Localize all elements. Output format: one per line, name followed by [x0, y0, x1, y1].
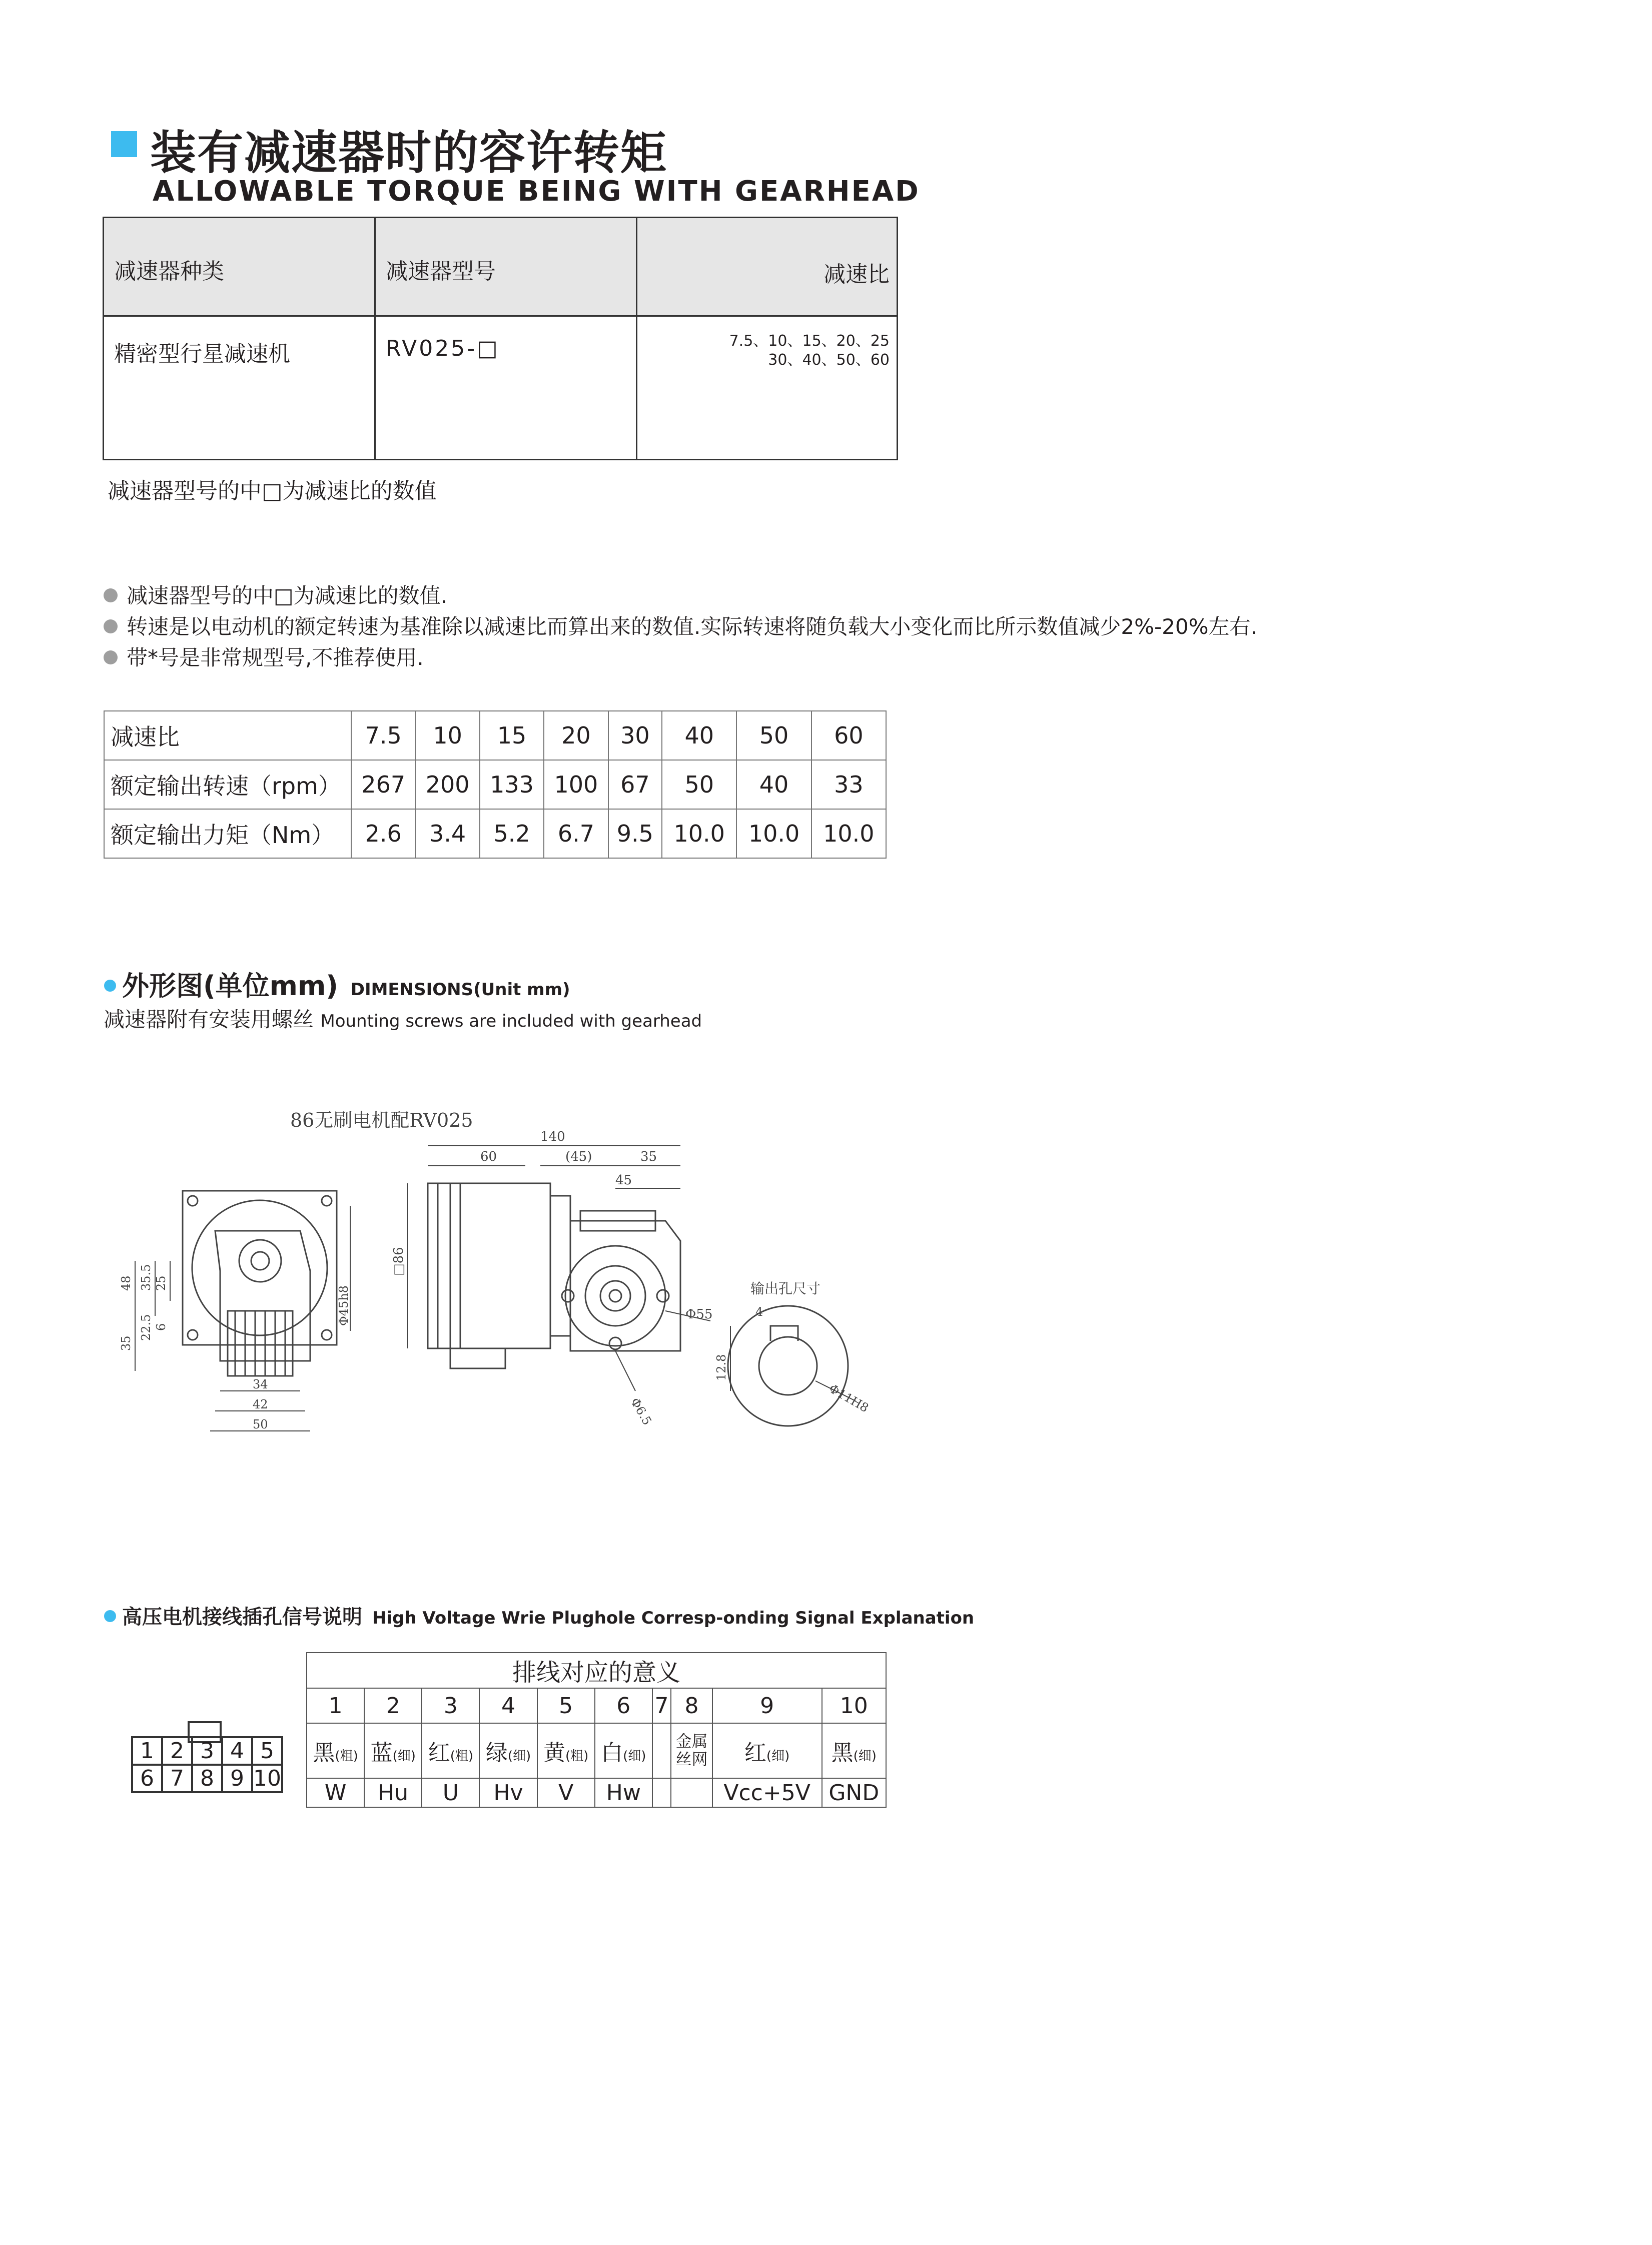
pin-number: 1 — [307, 1688, 364, 1723]
table-cell: 20 — [544, 711, 608, 760]
pin-number: 9 — [712, 1688, 822, 1723]
dim-label: 48 — [119, 1275, 133, 1291]
row-label: 额定输出转速（rpm） — [104, 760, 351, 809]
pin-cell: 1 — [132, 1737, 162, 1765]
pin-number: 5 — [537, 1688, 595, 1723]
motor-body — [428, 1183, 550, 1348]
dim-label: 42 — [253, 1397, 268, 1411]
pin-cell: 10 — [253, 1766, 281, 1791]
bullet-icon — [104, 1610, 116, 1622]
dimensions-subtitle: 减速器附有安装用螺丝 Mounting screws are included with gearhead — [104, 1007, 702, 1032]
table-header-row — [104, 218, 898, 316]
table-cell: 40 — [662, 711, 736, 760]
wiring-table — [306, 1652, 887, 1808]
wiring-heading: 高压电机接线插孔信号说明 High Voltage Wrie Plughole Corresp-onding Signal Explanation — [104, 1601, 974, 1630]
table-cell: 15 — [480, 711, 544, 760]
dimensions-heading: 外形图(单位mm) DIMENSIONS(Unit mm) — [104, 965, 570, 1003]
bullet-icon — [104, 980, 116, 992]
row-label: 减速比 — [104, 711, 351, 760]
signal-name: V — [537, 1778, 595, 1807]
gearhead-table — [103, 217, 898, 460]
ratio-line: 7.5、10、15、20、25 — [729, 332, 890, 350]
wire-color — [652, 1723, 671, 1778]
table-cell: 2.6 — [351, 809, 415, 858]
bullet-icon — [104, 650, 118, 664]
list-item: 转速是以电动机的额定转速为基准除以减速比而算出来的数值.实际转速将随负载大小变化而比所示数值减少2%-20%左右. — [104, 611, 1257, 642]
wire-color: 红(粗) — [422, 1723, 479, 1778]
pin-cell: 7 — [162, 1765, 192, 1792]
dim-label: Φ45h8 — [337, 1285, 351, 1326]
header-cell: 减速器种类 — [104, 218, 375, 316]
dim-label: 140 — [540, 1129, 565, 1144]
table-cell: 267 — [351, 760, 415, 809]
ratio-line: 30、40、50、60 — [768, 351, 890, 369]
table-cell: 200 — [415, 760, 479, 809]
flange-outline — [183, 1191, 337, 1345]
dim-label: □86 — [391, 1247, 406, 1276]
table-cell: 7.5 — [351, 711, 415, 760]
dim-label: (45) — [565, 1149, 592, 1164]
table-cell: RV025-□ — [375, 316, 637, 460]
pin-number: 10 — [822, 1688, 886, 1723]
row-label: 额定输出力矩（Nm） — [104, 809, 351, 858]
title-marker-icon — [111, 131, 137, 157]
table-cell: 50 — [736, 711, 811, 760]
signal-name: Hw — [595, 1778, 652, 1807]
pin-cell: 8 — [192, 1765, 222, 1792]
table-row — [104, 809, 886, 858]
wire-color: 红(细) — [712, 1723, 822, 1778]
table-row — [104, 316, 898, 460]
header-cell: 减速器型号 — [375, 218, 637, 316]
dim-label: Φ55 — [685, 1307, 713, 1322]
list-item: 带*号是非常规型号,不推荐使用. — [104, 642, 1257, 673]
table-cell: 40 — [736, 760, 811, 809]
motor-circle — [192, 1200, 327, 1335]
wiring-table-title: 排线对应的意义 — [307, 1653, 886, 1688]
table-cell: 精密型行星减速机 — [104, 316, 375, 460]
pin-number: 7 — [652, 1688, 671, 1723]
dim-label: 6 — [154, 1323, 168, 1331]
table-cell: 3.4 — [415, 809, 479, 858]
pin-cell: 6 — [132, 1765, 162, 1792]
pin-number: 6 — [595, 1688, 652, 1723]
table-cell: 5.2 — [480, 809, 544, 858]
signal-name: Hu — [364, 1778, 422, 1807]
table-cell: 60 — [811, 711, 886, 760]
pin-cell: 9 — [222, 1765, 252, 1792]
dim-label: 25 — [154, 1275, 168, 1291]
spec-table — [104, 710, 887, 859]
table-cell — [637, 316, 898, 460]
dim-label: 35.5 — [139, 1264, 153, 1291]
header-cell: 减速比 — [637, 218, 898, 316]
wire-color: 黑(粗) — [307, 1723, 364, 1778]
signal-name — [671, 1778, 712, 1807]
bullet-icon — [104, 619, 118, 633]
drawing-title: 86无刷电机配RV025 — [290, 1109, 473, 1131]
pin-number: 8 — [671, 1688, 712, 1723]
table-cell: 10.0 — [662, 809, 736, 858]
table-cell: 67 — [608, 760, 662, 809]
page-title: 装有减速器时的容许转矩 — [150, 126, 668, 180]
table-cell: 10 — [415, 711, 479, 760]
table-cell: 30 — [608, 711, 662, 760]
pin-number: 2 — [364, 1688, 422, 1723]
dim-label: 4 — [755, 1305, 763, 1319]
dim-label: 50 — [253, 1417, 268, 1431]
gear-note: 减速器型号的中□为减速比的数值 — [108, 478, 437, 504]
table-row — [104, 711, 886, 760]
dim-label: 35 — [119, 1335, 133, 1351]
wire-color: 黄(粗) — [537, 1723, 595, 1778]
pin-number: 4 — [479, 1688, 537, 1723]
signal-name: Hv — [479, 1778, 537, 1807]
pin-cell: 3 — [192, 1737, 222, 1765]
connector-diagram — [131, 1736, 283, 1793]
dim-label: 12.8 — [714, 1354, 728, 1381]
notes-list — [104, 580, 1257, 673]
signal-name: GND — [822, 1778, 886, 1807]
wire-color: 金属 丝网 — [671, 1723, 712, 1778]
output-hole-title: 输出孔尺寸 — [750, 1280, 821, 1297]
dim-label: Φ6.5 — [627, 1395, 654, 1428]
table-cell: 100 — [544, 760, 608, 809]
wire-color: 蓝(细) — [364, 1723, 422, 1778]
dim-label: Φ11H8 — [827, 1381, 871, 1415]
dim-label: 22.5 — [139, 1314, 153, 1341]
signal-name — [652, 1778, 671, 1807]
wire-color: 绿(细) — [479, 1723, 537, 1778]
bullet-icon — [104, 588, 118, 602]
signal-name: U — [422, 1778, 479, 1807]
table-cell: 133 — [480, 760, 544, 809]
page-subtitle: ALLOWABLE TORQUE BEING WITH GEARHEAD — [153, 175, 920, 208]
pin-cell: 2 — [162, 1737, 192, 1765]
pin-number: 3 — [422, 1688, 479, 1723]
dim-label: 60 — [480, 1149, 497, 1164]
table-cell: 50 — [662, 760, 736, 809]
pin-cell: 4 — [222, 1737, 252, 1765]
table-cell: 9.5 — [608, 809, 662, 858]
table-cell: 6.7 — [544, 809, 608, 858]
table-row — [104, 760, 886, 809]
dim-label: 35 — [640, 1149, 657, 1164]
dimension-drawing — [100, 1091, 901, 1451]
table-cell: 33 — [811, 760, 886, 809]
signal-name: W — [307, 1778, 364, 1807]
list-item: 减速器型号的中□为减速比的数值. — [104, 580, 1257, 611]
signal-name: Vcc+5V — [712, 1778, 822, 1807]
wire-color: 白(细) — [595, 1723, 652, 1778]
dim-label: 34 — [253, 1377, 268, 1391]
wire-color: 黑(细) — [822, 1723, 886, 1778]
dim-label: 45 — [615, 1173, 632, 1188]
pin-cell: 5 — [252, 1737, 282, 1765]
table-cell: 10.0 — [811, 809, 886, 858]
table-cell: 10.0 — [736, 809, 811, 858]
